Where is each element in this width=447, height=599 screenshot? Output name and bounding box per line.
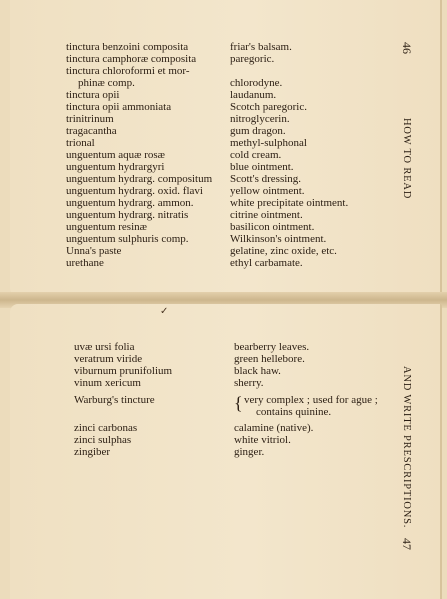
latin-term: unguentum hydrarg. oxid. flavi <box>66 185 203 197</box>
latin-term: unguentum sulphuris comp. <box>66 233 189 245</box>
latin-term: unguentum hydrargyri <box>66 161 165 173</box>
latin-term: urethane <box>66 257 104 269</box>
list-item <box>10 256 440 270</box>
ink-mark: ✓ <box>160 306 169 317</box>
page-46 <box>10 0 442 296</box>
brace-mark: { <box>234 393 243 413</box>
latin-term: tinctura opii ammoniata <box>66 101 172 113</box>
english-term: white vitriol. <box>234 434 291 446</box>
english-term: calamine (native). <box>234 422 314 434</box>
latin-term: trional <box>66 137 95 149</box>
english-term: Scotch paregoric. <box>230 101 307 113</box>
page-number: 47 <box>400 538 414 550</box>
list-item <box>10 445 440 459</box>
running-head: HOW TO READ <box>401 118 412 200</box>
english-term: methyl-sulphonal <box>230 137 307 149</box>
english-term: gum dragon. <box>230 125 286 137</box>
english-term: basilicon ointment. <box>230 221 315 233</box>
english-term: friar's balsam. <box>230 41 292 53</box>
latin-term: viburnum prunifolium <box>74 365 173 377</box>
latin-term: tinctura chloroformi et mor- <box>66 65 190 77</box>
latin-term: unguentum aquæ rosæ <box>66 149 165 161</box>
latin-term: tinctura benzoini composita <box>66 41 189 53</box>
english-term: white precipitate ointment. <box>230 197 349 209</box>
latin-term: uvæ ursi folia <box>74 341 135 353</box>
latin-term: zinci carbonas <box>74 422 138 434</box>
top-entries <box>10 0 440 296</box>
bottom-entries <box>10 304 440 599</box>
page-47 <box>10 304 442 599</box>
latin-term: tinctura camphoræ composita <box>66 53 197 65</box>
english-term: gelatine, zinc oxide, etc. <box>230 245 337 257</box>
english-term: Wilkinson's ointment. <box>230 233 327 245</box>
english-term: ginger. <box>234 446 265 458</box>
latin-term: unguentum resinæ <box>66 221 147 233</box>
english-term: very complex ; used for ague ; <box>244 394 378 406</box>
latin-term: vinum xericum <box>74 377 141 389</box>
english-term: chlorodyne. <box>230 77 283 89</box>
latin-term: unguentum hydrarg. nitratis <box>66 209 189 221</box>
english-term: black haw. <box>234 365 281 377</box>
english-term: paregoric. <box>230 53 275 65</box>
running-head: AND WRITE PRESCRIPTIONS. <box>401 366 412 529</box>
latin-term: tragacantha <box>66 125 117 137</box>
latin-term: veratrum viride <box>74 353 143 365</box>
latin-term: unguentum hydrarg. ammon. <box>66 197 194 209</box>
english-term: contains quinine. <box>256 406 332 418</box>
english-term: Scott's dressing. <box>230 173 302 185</box>
english-term: sherry. <box>234 377 264 389</box>
latin-term: trinitrinum <box>66 113 114 125</box>
english-term: ethyl carbamate. <box>230 257 303 269</box>
latin-term: zingiber <box>74 446 111 458</box>
english-term: bearberry leaves. <box>234 341 310 353</box>
latin-term: phinæ comp. <box>78 77 135 89</box>
english-term: yellow ointment. <box>230 185 305 197</box>
page-number: 46 <box>400 42 414 54</box>
english-term: cold cream. <box>230 149 282 161</box>
latin-term: Warburg's tincture <box>74 394 155 406</box>
latin-term: unguentum hydrarg. compositum <box>66 173 213 185</box>
latin-term: tinctura opii <box>66 89 120 101</box>
english-term: citrine ointment. <box>230 209 303 221</box>
list-item <box>10 405 440 419</box>
english-term: blue ointment. <box>230 161 294 173</box>
english-term: nitroglycerin. <box>230 113 290 125</box>
english-term: laudanum. <box>230 89 277 101</box>
english-term: green hellebore. <box>234 353 305 365</box>
list-item <box>10 376 440 390</box>
latin-term: Unna's paste <box>66 245 122 257</box>
latin-term: zinci sulphas <box>74 434 132 446</box>
